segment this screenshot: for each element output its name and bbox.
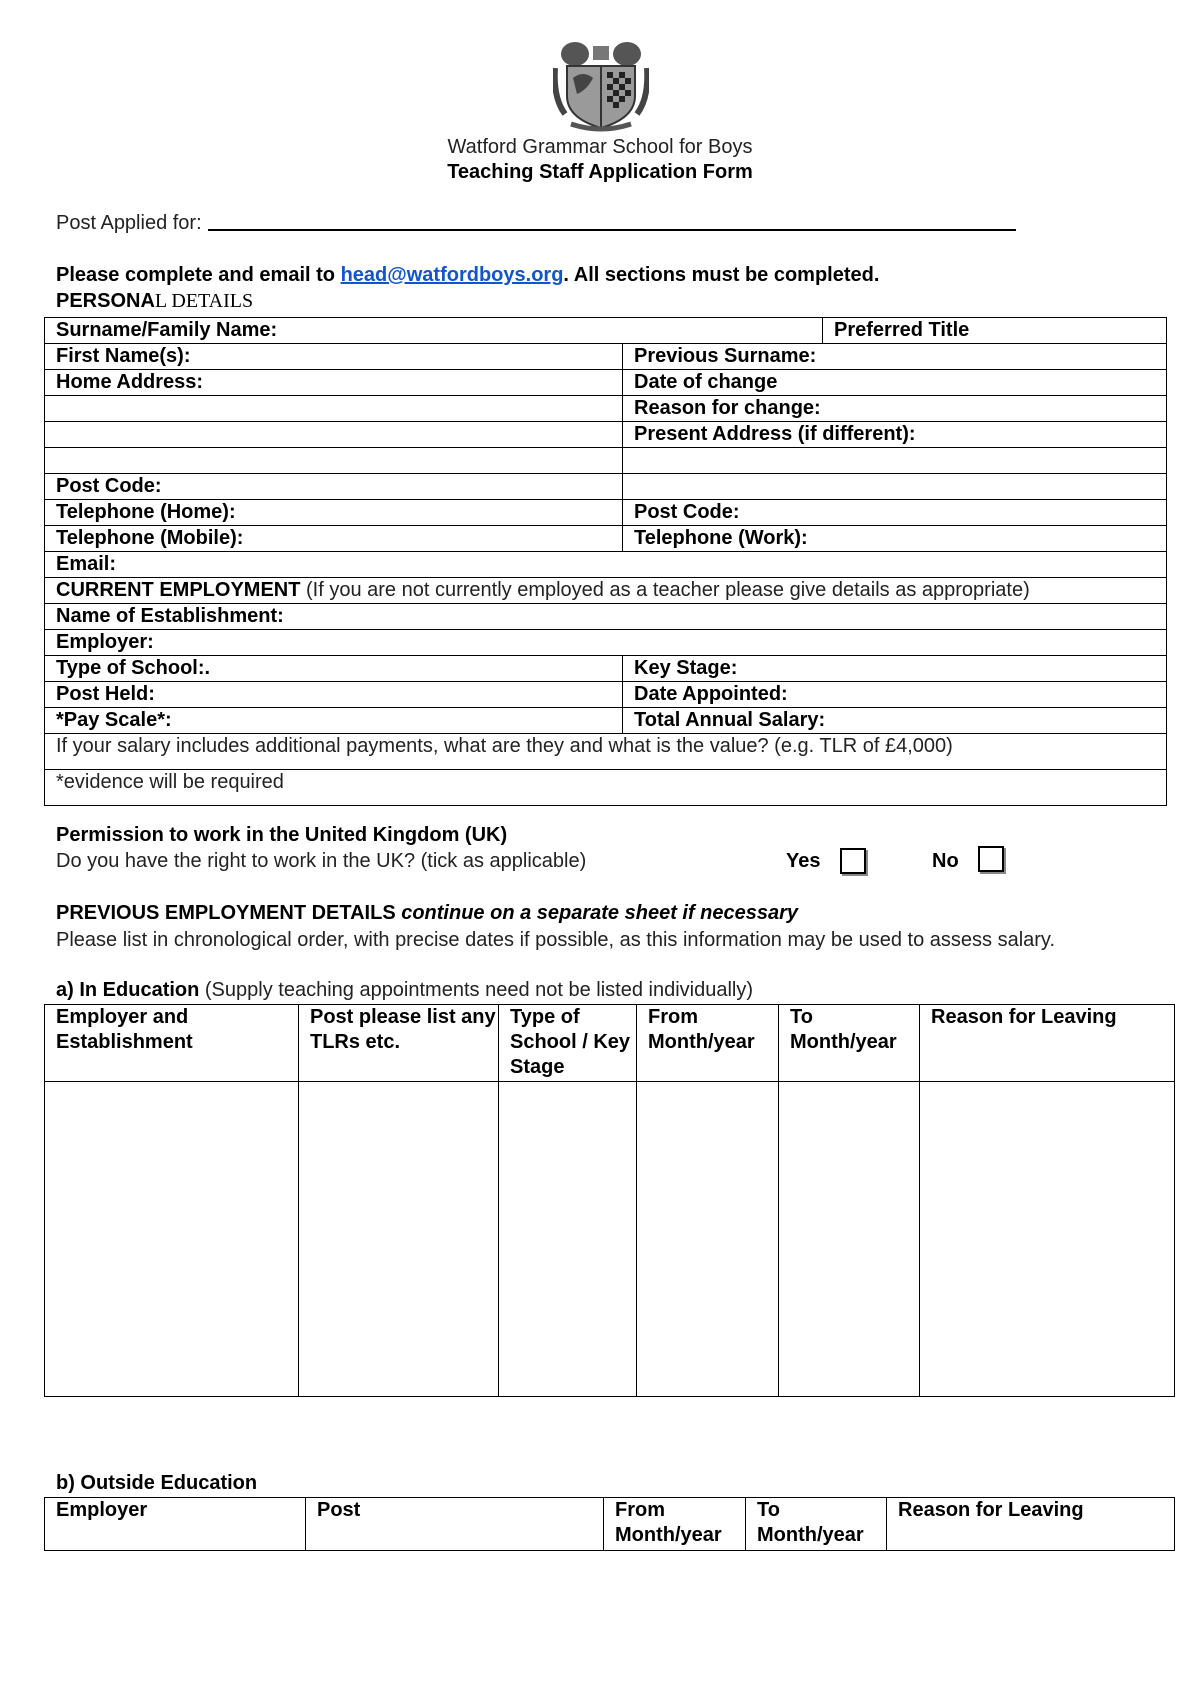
outside-header-reason: Reason for Leaving — [887, 1498, 1175, 1551]
establishment-field[interactable]: Name of Establishment: — [45, 604, 1167, 630]
edu-post-cell[interactable] — [299, 1082, 499, 1397]
permission-title: Permission to work in the United Kingdom (UK) — [56, 824, 508, 846]
edu-employer-cell[interactable] — [45, 1082, 299, 1397]
table-header-row — [45, 1498, 1175, 1551]
home-address-line-4[interactable] — [45, 448, 623, 474]
first-names-field[interactable]: First Name(s): — [45, 344, 623, 370]
in-education-label: a) In Education — [56, 979, 200, 1001]
previous-surname-field[interactable]: Previous Surname: — [623, 344, 1167, 370]
personal-heading-a: PERSONA — [56, 290, 155, 312]
table-row — [45, 318, 1167, 344]
table-row — [45, 448, 1167, 474]
email-link[interactable]: head@watfordboys.org — [340, 264, 564, 286]
table-row — [45, 656, 1167, 682]
edu-reason-cell[interactable] — [920, 1082, 1175, 1397]
post-applied-label: Post Applied for: — [56, 212, 202, 234]
form-title: Teaching Staff Application Form — [447, 161, 753, 183]
permission-question: Do you have the right to work in the UK? (tick as applicable) — [56, 850, 587, 872]
date-appointed-field[interactable]: Date Appointed: — [623, 682, 1167, 708]
post-held-field[interactable]: Post Held: — [45, 682, 623, 708]
surname-field[interactable]: Surname/Family Name: — [45, 318, 823, 344]
pay-scale-field[interactable]: *Pay Scale*: — [45, 708, 623, 734]
present-post-code-field[interactable]: Post Code: — [623, 500, 1167, 526]
home-address-field[interactable]: Home Address: — [45, 370, 623, 396]
edu-from-cell[interactable] — [637, 1082, 779, 1397]
school-crest-icon — [553, 38, 649, 132]
table-row — [45, 474, 1167, 500]
instruction-suffix: . All sections must be completed. — [563, 264, 880, 286]
education-employment-table — [44, 1004, 1175, 1397]
in-education-note: (Supply teaching appointments need not be listed individually) — [199, 979, 754, 1001]
home-address-line-3[interactable] — [45, 422, 623, 448]
personal-details-table — [44, 317, 1167, 806]
table-row — [45, 770, 1167, 806]
email-field[interactable]: Email: — [45, 552, 1167, 578]
date-of-change-field[interactable]: Date of change — [623, 370, 1167, 396]
no-label: No — [932, 850, 959, 872]
table-row — [45, 526, 1167, 552]
telephone-work-field[interactable]: Telephone (Work): — [623, 526, 1167, 552]
outside-education-heading: b) Outside Education — [56, 1472, 258, 1494]
instruction-text — [56, 264, 879, 287]
personal-details-heading — [56, 290, 253, 313]
yes-label: Yes — [786, 850, 821, 872]
edu-header-to: To Month/year — [779, 1005, 920, 1082]
type-of-school-field[interactable]: Type of School:. — [45, 656, 623, 682]
current-employment-heading — [45, 578, 1167, 604]
present-address-line-3[interactable] — [623, 474, 1167, 500]
total-salary-field[interactable]: Total Annual Salary: — [623, 708, 1167, 734]
table-row — [45, 1082, 1175, 1397]
school-name: Watford Grammar School for Boys — [447, 136, 753, 158]
outside-header-employer: Employer — [45, 1498, 306, 1551]
table-row — [45, 682, 1167, 708]
edu-type-cell[interactable] — [499, 1082, 637, 1397]
instruction-prefix: Please complete and email to — [56, 264, 341, 286]
outside-education-table — [44, 1497, 1175, 1551]
table-header-row — [45, 1005, 1175, 1082]
edu-header-reason: Reason for Leaving — [920, 1005, 1175, 1082]
outside-header-from: From Month/year — [604, 1498, 746, 1551]
edu-header-type: Type of School / Key Stage — [499, 1005, 637, 1082]
table-row — [45, 630, 1167, 656]
reason-for-change-field[interactable]: Reason for change: — [623, 396, 1167, 422]
yes-checkbox[interactable] — [840, 848, 866, 874]
present-address-field[interactable]: Present Address (if different): — [623, 422, 1167, 448]
evidence-note: *evidence will be required — [45, 770, 1167, 806]
table-row — [45, 370, 1167, 396]
edu-header-post: Post please list any TLRs etc. — [299, 1005, 499, 1082]
edu-to-cell[interactable] — [779, 1082, 920, 1397]
previous-employment-heading — [56, 902, 798, 925]
previous-employment-description: Please list in chronological order, with precise dates if possible, as this information may be used to assess salary. — [56, 929, 1056, 951]
table-row — [45, 578, 1167, 604]
table-row — [45, 708, 1167, 734]
previous-employment-title: PREVIOUS EMPLOYMENT DETAILS — [56, 902, 402, 924]
telephone-mobile-field[interactable]: Telephone (Mobile): — [45, 526, 623, 552]
current-employment-title: CURRENT EMPLOYMENT — [56, 579, 301, 601]
no-checkbox[interactable] — [978, 846, 1004, 872]
in-education-heading — [56, 979, 753, 1002]
outside-header-to: To Month/year — [746, 1498, 887, 1551]
additional-payments-field[interactable]: If your salary includes additional payments, what are they and what is the value? (e.g. TLR of £4,000) — [45, 734, 1167, 770]
table-row — [45, 344, 1167, 370]
previous-employment-note: continue on a separate sheet if necessary — [401, 902, 799, 924]
table-row — [45, 422, 1167, 448]
table-row — [45, 552, 1167, 578]
home-address-line-2[interactable] — [45, 396, 623, 422]
table-row — [45, 604, 1167, 630]
table-row — [45, 500, 1167, 526]
outside-header-post: Post — [306, 1498, 604, 1551]
key-stage-field[interactable]: Key Stage: — [623, 656, 1167, 682]
current-employment-note: (If you are not currently employed as a teacher please give details as appropriate) — [300, 579, 1030, 601]
post-applied-row — [56, 212, 1016, 235]
telephone-home-field[interactable]: Telephone (Home): — [45, 500, 623, 526]
preferred-title-field[interactable]: Preferred Title — [823, 318, 1167, 344]
present-address-line-2[interactable] — [623, 448, 1167, 474]
employer-field[interactable]: Employer: — [45, 630, 1167, 656]
post-applied-input-line[interactable] — [208, 229, 1016, 231]
personal-heading-b: L DETAILS — [154, 290, 254, 312]
post-code-field[interactable]: Post Code: — [45, 474, 623, 500]
table-row — [45, 734, 1167, 770]
edu-header-from: From Month/year — [637, 1005, 779, 1082]
table-row — [45, 396, 1167, 422]
edu-header-employer: Employer and Establishment — [45, 1005, 299, 1082]
